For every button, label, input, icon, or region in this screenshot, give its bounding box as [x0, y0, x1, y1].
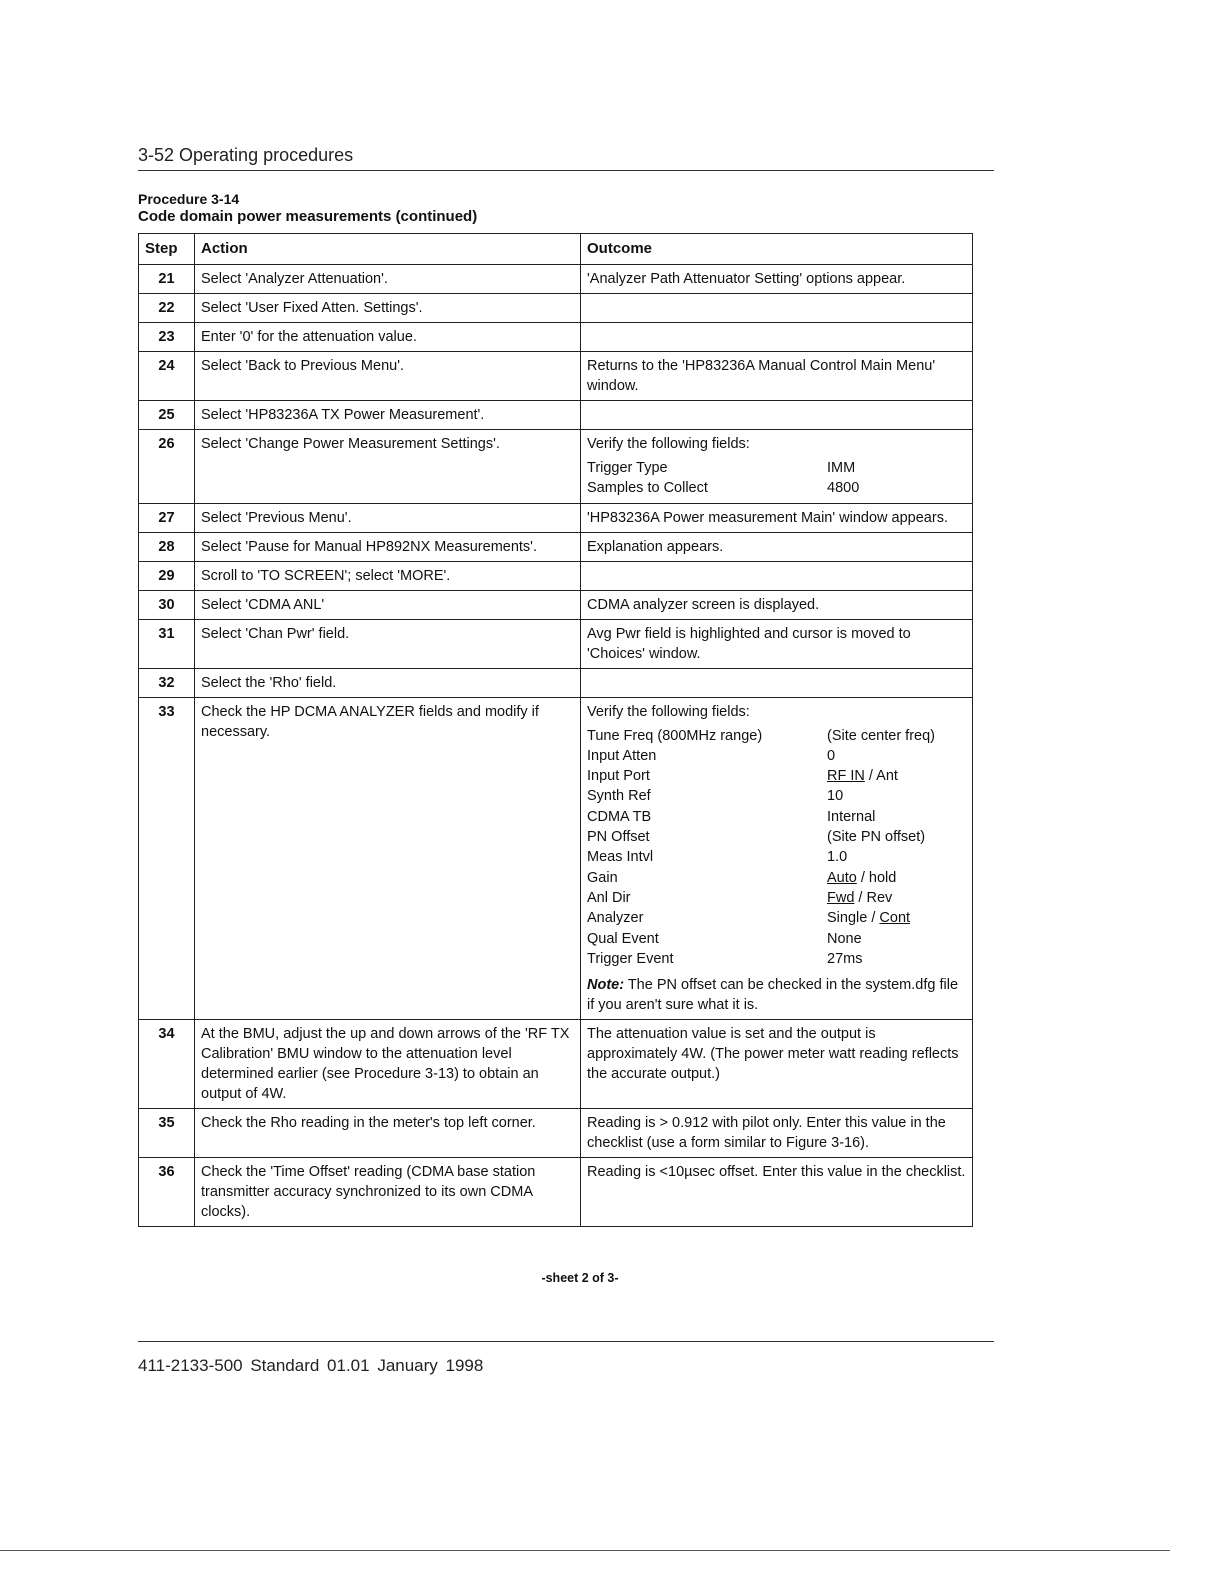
field-name: Meas Intvl	[587, 849, 654, 866]
action-cell: Check the HP DCMA ANALYZER fields and modify if necessary.	[195, 697, 581, 1020]
field-row	[587, 929, 966, 949]
action-cell: Check the 'Time Offset' reading (CDMA base station transmitter accuracy synchronized to its own CDMA clocks).	[195, 1158, 581, 1227]
step-number: 30	[139, 590, 195, 619]
procedure-label: Procedure 3-14	[138, 191, 240, 207]
step-number: 24	[139, 352, 195, 401]
table-row	[139, 352, 973, 401]
default-option: Fwd	[827, 889, 855, 906]
note-text: The PN offset can be checked in the system.dfg file if you aren't sure what it is.	[587, 977, 959, 1014]
table-row	[139, 430, 973, 504]
note	[587, 975, 966, 1015]
procedure-table	[138, 233, 973, 1227]
field-row	[587, 888, 966, 908]
outcome-cell: CDMA analyzer screen is displayed.	[581, 590, 973, 619]
header-step: Step	[139, 234, 195, 265]
step-number: 32	[139, 668, 195, 697]
field-name: Gain	[587, 869, 618, 886]
action-cell: Scroll to 'TO SCREEN'; select 'MORE'.	[195, 561, 581, 590]
field-value: IMM	[827, 460, 856, 476]
table-row	[139, 532, 973, 561]
outcome-cell: Avg Pwr field is highlighted and cursor is moved to 'Choices' window.	[581, 619, 973, 668]
step-number: 23	[139, 323, 195, 352]
table-row	[139, 1020, 973, 1109]
action-cell: Select the 'Rho' field.	[195, 668, 581, 697]
field-name: Tune Freq (800MHz range)	[587, 727, 763, 744]
field-row	[587, 746, 966, 766]
table-row	[139, 697, 973, 1020]
step-number: 35	[139, 1109, 195, 1158]
header-outcome: Outcome	[581, 234, 973, 265]
table-row	[139, 1158, 973, 1227]
outcome-cell	[581, 294, 973, 323]
field-row	[587, 807, 966, 827]
field-name: Input Port	[587, 768, 650, 785]
field-name: Samples to Collect	[587, 480, 708, 497]
field-name: Trigger Type	[587, 460, 668, 476]
action-cell: Enter '0' for the attenuation value.	[195, 323, 581, 352]
field-value	[827, 908, 966, 928]
field-value	[827, 888, 966, 908]
field-value: None	[827, 930, 862, 947]
field-value: Internal	[827, 808, 876, 825]
field-value: 10	[827, 788, 844, 805]
outcome-cell: Reading is <10µsec offset. Enter this value in the checklist.	[581, 1158, 973, 1227]
footer-text: 411-2133-500 Standard 01.01 January 1998	[138, 1356, 484, 1375]
header-action: Action	[195, 234, 581, 265]
field-row	[587, 949, 966, 969]
field-row	[587, 827, 966, 847]
action-cell: Select 'CDMA ANL'	[195, 590, 581, 619]
action-cell: Check the Rho reading in the meter's top left corner.	[195, 1109, 581, 1158]
page-header-title: 3-52 Operating procedures	[138, 145, 354, 165]
outcome-cell: Explanation appears.	[581, 532, 973, 561]
alt-option: / hold	[856, 869, 897, 886]
bottom-rule	[0, 1550, 1170, 1551]
field-name: PN Offset	[587, 829, 650, 846]
table-row	[139, 294, 973, 323]
field-value: (Site PN offset)	[827, 829, 926, 846]
field-row	[587, 908, 966, 928]
alt-option: / Ant	[864, 768, 898, 785]
table-row	[139, 590, 973, 619]
default-option: Cont	[879, 910, 911, 927]
outcome-cell: Reading is > 0.912 with pilot only. Enter this value in the checklist (use a form similar to Figure 3-16).	[581, 1109, 973, 1158]
action-cell: Select 'Pause for Manual HP892NX Measurements'.	[195, 532, 581, 561]
action-cell: At the BMU, adjust the up and down arrows of the 'RF TX Calibration' BMU window to the attenuation level determined earlier (see Procedure 3-13) to obtain an output of 4W.	[195, 1020, 581, 1109]
field-value: (Site center freq)	[827, 727, 935, 744]
table-row	[139, 323, 973, 352]
field-value: 1.0	[827, 849, 848, 866]
outcome-intro: Verify the following fields:	[587, 703, 750, 720]
step-number: 36	[139, 1158, 195, 1227]
table-header-row	[139, 234, 973, 265]
field-row	[587, 847, 966, 867]
field-value: 4800	[827, 480, 860, 497]
table-row	[139, 265, 973, 294]
step-number: 27	[139, 503, 195, 532]
step-number: 25	[139, 401, 195, 430]
default-option: Auto	[827, 869, 857, 886]
field-row	[587, 458, 966, 478]
outcome-cell	[581, 697, 973, 1020]
step-number: 29	[139, 561, 195, 590]
field-name: Trigger Event	[587, 950, 674, 967]
action-cell: Select 'Chan Pwr' field.	[195, 619, 581, 668]
field-name: Input Atten	[587, 747, 657, 764]
field-list	[587, 726, 966, 970]
alt-option: Single /	[827, 910, 880, 927]
outcome-cell	[581, 561, 973, 590]
field-value	[827, 868, 966, 888]
step-number: 33	[139, 697, 195, 1020]
table-row	[139, 1109, 973, 1158]
field-list	[587, 458, 966, 499]
action-cell: Select 'User Fixed Atten. Settings'.	[195, 294, 581, 323]
table-row	[139, 503, 973, 532]
default-option: RF IN	[827, 768, 865, 785]
outcome-cell: 'HP83236A Power measurement Main' window appears.	[581, 503, 973, 532]
field-row	[587, 766, 966, 786]
step-number: 26	[139, 430, 195, 504]
field-row	[587, 786, 966, 806]
field-name: Synth Ref	[587, 788, 651, 805]
outcome-cell: 'Analyzer Path Attenuator Setting' options appear.	[581, 265, 973, 294]
action-cell: Select 'Back to Previous Menu'.	[195, 352, 581, 401]
alt-option: / Rev	[854, 889, 893, 906]
action-cell: Select 'HP83236A TX Power Measurement'.	[195, 401, 581, 430]
field-row	[587, 478, 966, 498]
outcome-cell	[581, 401, 973, 430]
field-value	[827, 766, 966, 786]
outcome-cell: The attenuation value is set and the output is approximately 4W. (The power meter watt reading reflects the accurate output.)	[581, 1020, 973, 1109]
header-rule	[138, 170, 994, 171]
table-row	[139, 561, 973, 590]
table-row	[139, 401, 973, 430]
field-row	[587, 868, 966, 888]
action-cell: Select 'Change Power Measurement Settings'.	[195, 430, 581, 504]
step-number: 31	[139, 619, 195, 668]
step-number: 28	[139, 532, 195, 561]
table-row	[139, 668, 973, 697]
sheet-indicator: -sheet 2 of 3-	[541, 1271, 619, 1285]
note-label: Note:	[587, 977, 625, 994]
field-value: 27ms	[827, 950, 863, 967]
outcome-cell	[581, 668, 973, 697]
field-name: CDMA TB	[587, 808, 652, 825]
action-cell: Select 'Analyzer Attenuation'.	[195, 265, 581, 294]
outcome-cell	[581, 430, 973, 504]
field-name: Anl Dir	[587, 889, 631, 906]
outcome-intro: Verify the following fields:	[587, 436, 750, 452]
footer-rule	[138, 1341, 994, 1342]
field-name: Analyzer	[587, 910, 644, 927]
field-value: 0	[827, 747, 836, 764]
outcome-cell: Returns to the 'HP83236A Manual Control Main Menu' window.	[581, 352, 973, 401]
field-row	[587, 726, 966, 746]
action-cell: Select 'Previous Menu'.	[195, 503, 581, 532]
step-number: 22	[139, 294, 195, 323]
field-name: Qual Event	[587, 930, 659, 947]
step-number: 21	[139, 265, 195, 294]
step-number: 34	[139, 1020, 195, 1109]
table-row	[139, 619, 973, 668]
procedure-title: Code domain power measurements (continued)	[138, 208, 478, 225]
outcome-cell	[581, 323, 973, 352]
